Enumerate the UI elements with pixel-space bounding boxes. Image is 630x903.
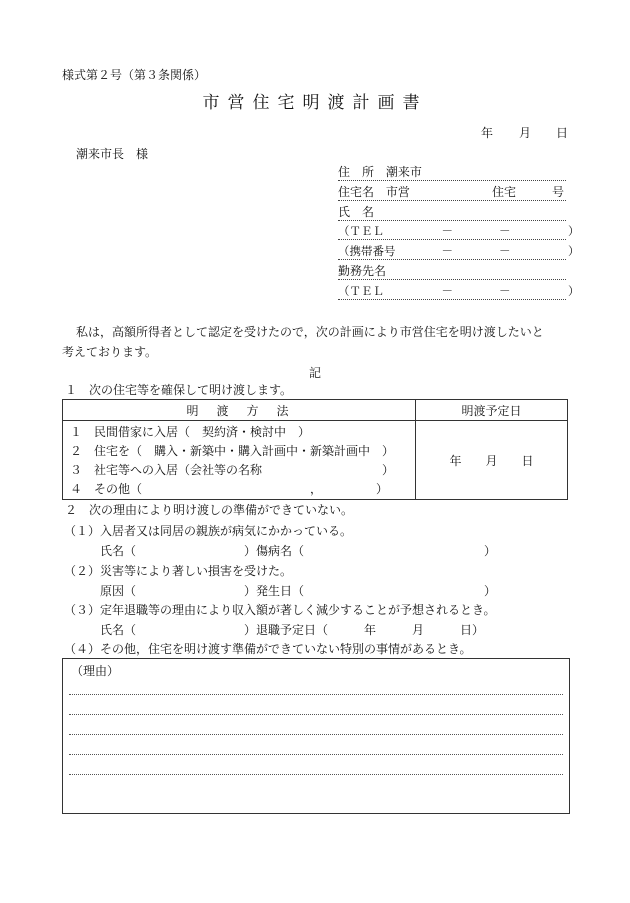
name-label: 氏 名 xyxy=(338,205,375,219)
reason-2-title: （２）災害等により著しい損害を受けた。 xyxy=(64,564,293,578)
housing-suffix: 住宅 xyxy=(492,185,517,199)
intro-line-2: 考えております。 xyxy=(62,345,158,359)
method-item-3: ３ 社宅等への入居（会社等の名称 ） xyxy=(70,463,395,477)
planned-date-value: 年 月 日 xyxy=(449,453,534,468)
name-row xyxy=(338,205,566,221)
reason-3-title: （３）定年退職等の理由により収入額が著しく減少することが予想されるとき。 xyxy=(64,603,496,617)
section1-heading: １ 次の住宅等を確保して明け渡します。 xyxy=(65,383,293,397)
date-year: 年 xyxy=(481,126,494,140)
planned-date-cell xyxy=(416,421,568,500)
reason-line xyxy=(69,714,563,715)
mobile-row: （携帯番号 － － ） xyxy=(338,244,580,258)
date-day: 日 xyxy=(556,126,569,140)
col-method-header: 明 渡 方 法 xyxy=(63,400,416,421)
form-number: 様式第２号（第３条関係） xyxy=(62,68,207,82)
address-value: 潮来市 xyxy=(385,165,422,179)
method-item-1: １ 民間借家に入居（ 契約済・検討中 ） xyxy=(70,425,311,439)
reason-1-title: （１）入居者又は同居の親族が病気にかかっている。 xyxy=(64,524,353,538)
address-row xyxy=(338,165,566,181)
method-item-2: ２ 住宅を（ 購入・新築中・購入計画中・新築計画中 ） xyxy=(70,444,395,458)
employer-label: 勤務先名 xyxy=(338,264,387,278)
tel-row: （ＴＥＬ － － ） xyxy=(338,224,580,238)
intro-line-1: 私は，高額所得者として認定を受けたので，次の計画により市営住宅を明け渡したいと xyxy=(76,325,544,339)
reason-2-detail: 原因（ ）発生日（ ） xyxy=(100,584,497,598)
ki-mark: 記 xyxy=(309,366,322,380)
reason-1-detail: 氏名（ ）傷病名（ ） xyxy=(100,544,497,558)
plan-table xyxy=(62,399,568,500)
method-item-4: ４ その他（ ， ） xyxy=(70,482,389,496)
reason-line xyxy=(69,734,563,735)
reason-line xyxy=(69,694,563,695)
housing-unit: 号 xyxy=(552,185,565,199)
col-date-header: 明渡予定日 xyxy=(416,400,568,421)
addressee: 潮来市長 様 xyxy=(76,147,149,161)
employer-row xyxy=(338,264,566,280)
date-month: 月 xyxy=(519,126,532,140)
address-label: 住 所 xyxy=(338,165,375,179)
section2-heading: ２ 次の理由により明け渡しの準備ができていない。 xyxy=(65,503,354,517)
housing-label: 住宅名 xyxy=(338,185,375,199)
reason-label: （理由） xyxy=(71,664,120,678)
reason-line xyxy=(69,774,563,775)
reason-4-title: （４）その他，住宅を明け渡す準備ができていない特別の事情があるとき。 xyxy=(64,642,472,656)
employer-tel-row: （ＴＥＬ － － ） xyxy=(338,284,580,298)
reason-3-detail: 氏名（ ）退職予定日（ 年 月 日） xyxy=(100,623,485,637)
reason-line xyxy=(69,754,563,755)
method-list xyxy=(63,421,416,500)
housing-prefix: 市営 xyxy=(385,185,410,199)
page-title: 市営住宅明渡計画書 xyxy=(202,93,428,113)
reason-box[interactable] xyxy=(62,658,570,814)
housing-row xyxy=(338,185,566,201)
